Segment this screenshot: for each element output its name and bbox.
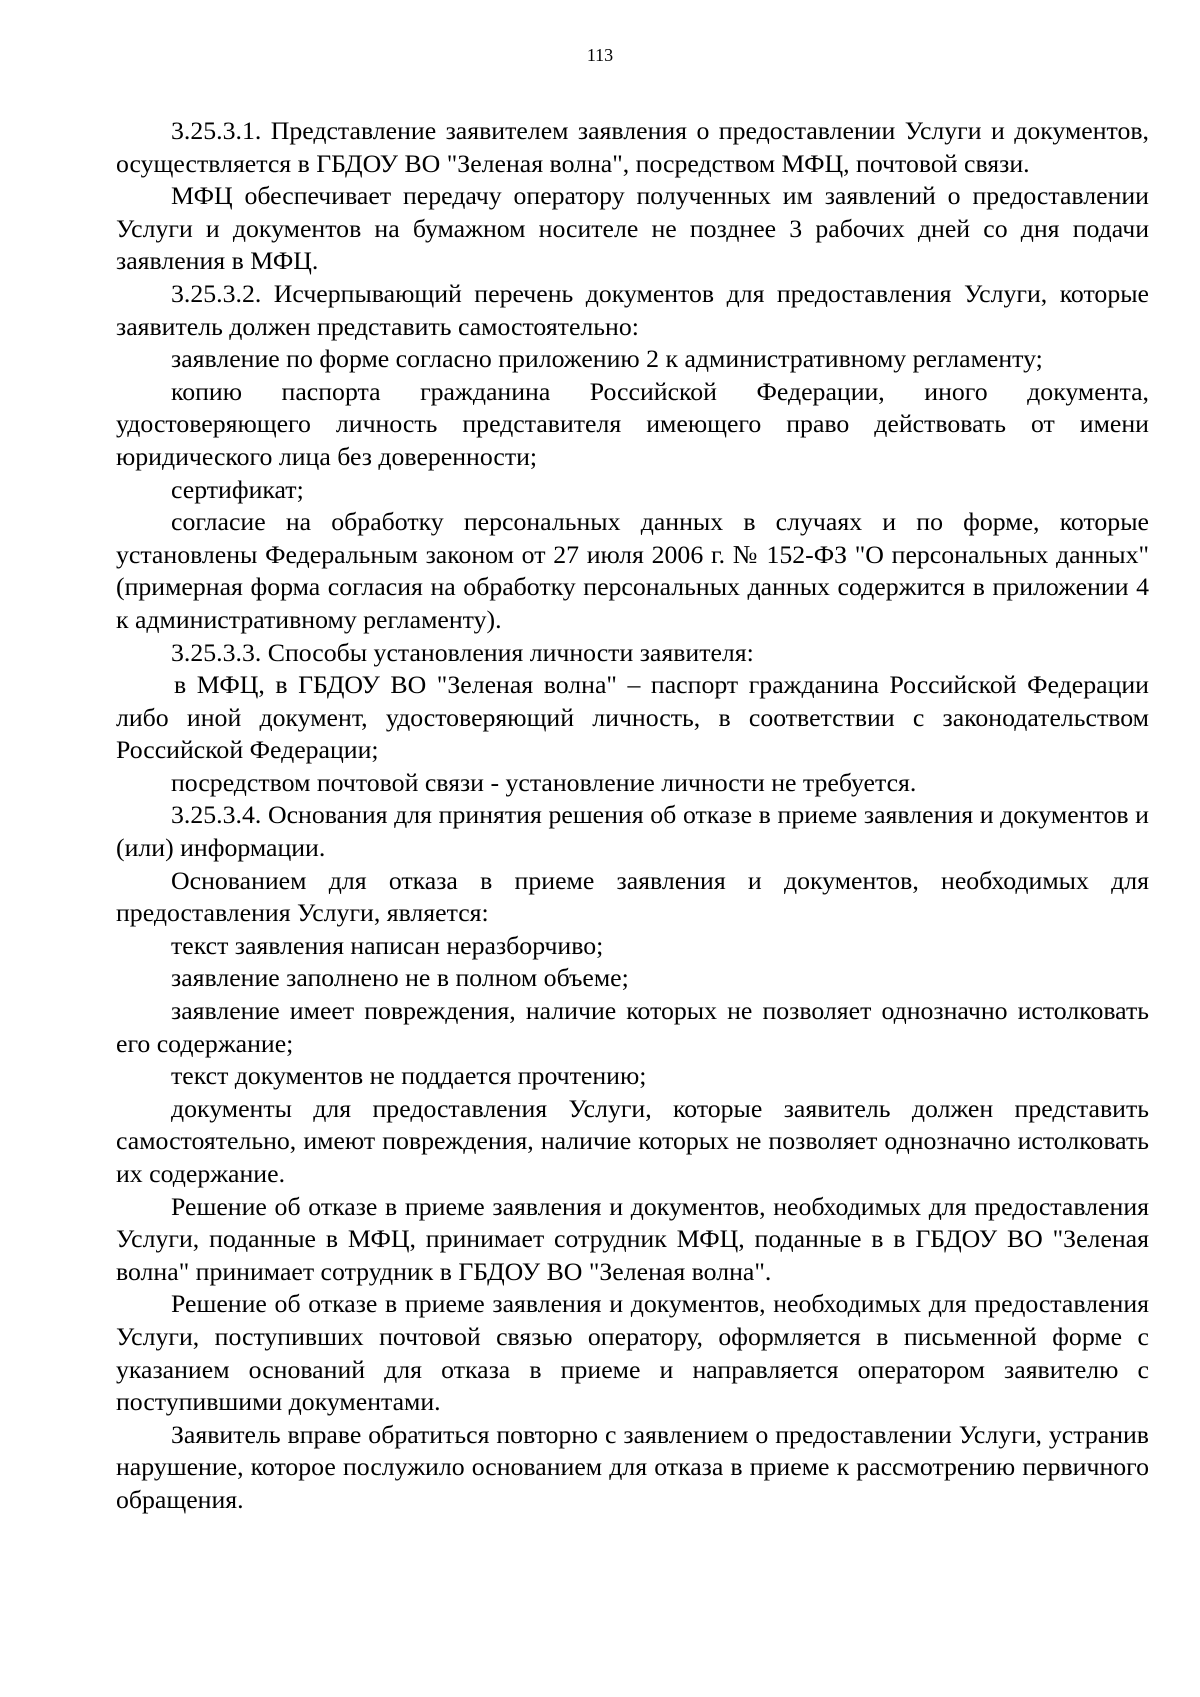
list-item-certificate: сертификат;	[171, 474, 304, 504]
paragraph-refusal-decision: Решение об отказе в приеме заявления и документов, необходимых для предоставления Услуги, поданные в МФЦ, принимает сотрудник МФЦ, поданные в в ГБДОУ ВО "Зеленая волна" принимает сотрудник в ГБДОУ ВО "Зеленая волна".	[116, 1191, 1149, 1286]
list-item-damaged-documents: документы для предоставления Услуги, которые заявитель должен представить самостоятельно, имеют повреждения, наличие которых не позволяет однозначно истолковать их содержание.	[116, 1093, 1149, 1188]
paragraph-3-25-3-3: 3.25.3.3. Способы установления личности заявителя:	[171, 637, 754, 667]
paragraph-postal-refusal: Решение об отказе в приеме заявления и документов, необходимых для предоставления Услуги, поступивших почтовой связью оператору, оформляется в письменной форме с указанием оснований для отказа в приеме и направляется оператором заявителю с поступившими документами.	[116, 1289, 1149, 1417]
list-item-personal-data-consent: согласие на обработку персональных данных в случаях и по форме, которые установлены Федеральным законом от 27 июля 2006 г. № 152-ФЗ "О персональных данных" (примерная форма согласия на обработку персональных данных содержится в приложении 4 к административному регламенту).	[116, 507, 1149, 634]
list-item-passport-copy: копию паспорта гражданина Российской Федерации, иного документа, удостоверяющего личность представителя имеющего право действовать от имени юридического лица без доверенности;	[116, 376, 1149, 471]
paragraph-reapplication: Заявитель вправе обратиться повторно с заявлением о предоставлении Услуги, устранив нарушение, которое послужило основанием для отказа в приеме к рассмотрению первичного обращения.	[116, 1419, 1149, 1514]
list-item-illegible-text: текст заявления написан неразборчиво;	[171, 930, 604, 960]
paragraph-3-25-3-1: 3.25.3.1. Представление заявителем заявления о предоставлении Услуги и документов, осуществляется в ГБДОУ ВО "Зеленая волна", посредством МФЦ, почтовой связи.	[116, 116, 1149, 178]
list-item-application: заявление по форме согласно приложению 2 к административному регламенту;	[171, 344, 1043, 374]
paragraph-mfc-transfer: МФЦ обеспечивает передачу оператору полученных им заявлений о предоставлении Услуги и документов на бумажном носителе не позднее 3 рабочих дней со дня подачи заявления в МФЦ.	[116, 181, 1149, 276]
page-number: 113	[586, 45, 614, 65]
list-item-damaged-application: заявление имеет повреждения, наличие которых не позволяет однозначно истолковать его содержание;	[116, 996, 1149, 1058]
list-item-identification-in-person: в МФЦ, в ГБДОУ ВО "Зеленая волна" – паспорт гражданина Российской Федерации либо иной документ, удостоверяющий личность, в соответствии с законодательством Российской Федерации;	[116, 670, 1149, 765]
list-item-identification-by-post: посредством почтовой связи - установление личности не требуется.	[171, 767, 917, 797]
list-item-unreadable-documents: текст документов не поддается прочтению;	[171, 1061, 647, 1091]
list-item-incomplete-application: заявление заполнено не в полном объеме;	[171, 963, 629, 993]
document-body	[116, 115, 1149, 1517]
paragraph-refusal-grounds: Основанием для отказа в приеме заявления и документов, необходимых для предоставления Услуги, является:	[116, 865, 1149, 928]
paragraph-3-25-3-4: 3.25.3.4. Основания для принятия решения об отказе в приеме заявления и документов и (или) информации.	[116, 800, 1149, 863]
paragraph-3-25-3-2: 3.25.3.2. Исчерпывающий перечень документов для предоставления Услуги, которые заявитель должен представить самостоятельно:	[116, 278, 1149, 341]
